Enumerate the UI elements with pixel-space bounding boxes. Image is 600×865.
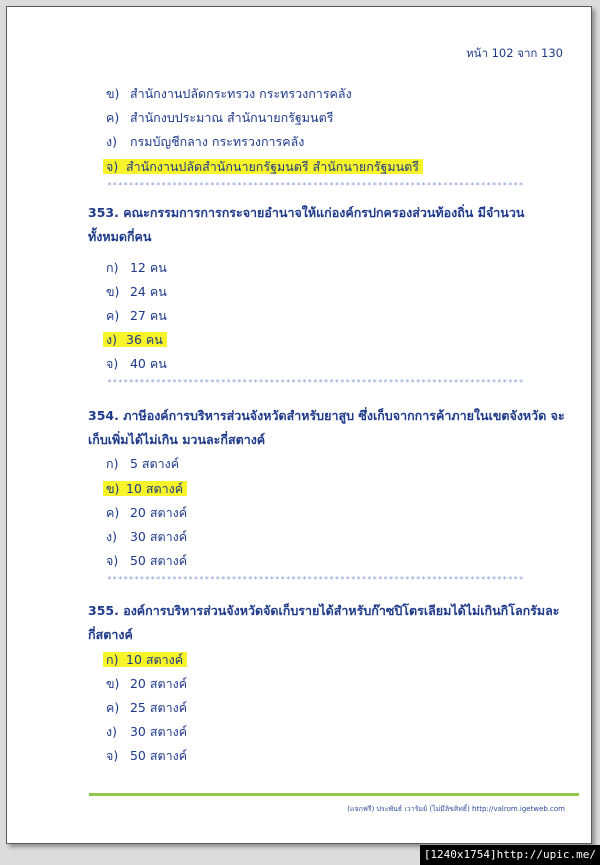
question-354-text <box>88 404 588 452</box>
option-item <box>106 354 167 374</box>
option-label: ข) <box>106 86 120 101</box>
option-item <box>106 746 187 766</box>
image-source-stamp: [1240x1754]http://upic.me/ <box>420 845 600 865</box>
option-label: ค) <box>106 700 120 715</box>
page-number: หน้า 102 จาก 130 <box>466 46 563 60</box>
option-label: ง) <box>106 724 117 739</box>
option-text: กรมบัญชีกลาง กระทรวงการคลัง <box>129 134 305 149</box>
option-text: 20 สตางค์ <box>129 676 188 691</box>
option-label: ค) <box>106 505 120 520</box>
document-page <box>6 6 592 844</box>
option-label: ค) <box>106 308 120 323</box>
option-label: จ) <box>106 159 119 174</box>
footer-rule <box>89 793 579 796</box>
option-text: 40 คน <box>129 356 167 371</box>
option-item <box>106 722 187 742</box>
option-text: 36 คน <box>126 332 163 347</box>
answer-highlight <box>103 159 423 174</box>
option-text: 10 สตางค์ <box>126 652 184 667</box>
question-line: 354. ภาษีองค์การบริหารส่วนจังหวัดสำหรับยาสูบ ซึ่งเก็บจากการค้าภายในเขตจังหวัด จะ <box>88 408 565 423</box>
option-label: ก) <box>106 456 119 471</box>
option-text: 30 สตางค์ <box>129 724 188 739</box>
option-label: จ) <box>106 748 119 763</box>
option-item-correct <box>106 157 423 177</box>
option-text: 30 สตางค์ <box>129 529 188 544</box>
option-text: 20 สตางค์ <box>129 505 188 520</box>
answer-highlight <box>103 481 187 496</box>
option-item <box>106 527 187 547</box>
option-item <box>106 306 167 326</box>
option-item <box>106 84 352 104</box>
question-line: 353. คณะกรรมการการกระจายอำนาจให้แก่องค์กรปกครองส่วนท้องถิ่น มีจำนวน <box>88 205 525 220</box>
question-line: กี่สตางค์ <box>88 627 133 642</box>
option-label: ง) <box>106 134 117 149</box>
option-text: 50 สตางค์ <box>129 748 188 763</box>
footer-credit: (แจกฟรี) ประพันธ์ เวารัมย์ (ไม่มีลิขสิทธิ์) http://valrom.igetweb.com <box>347 805 565 813</box>
option-label: ง) <box>106 332 117 347</box>
option-text: 27 คน <box>129 308 167 323</box>
option-label: ง) <box>106 529 117 544</box>
option-item <box>106 698 187 718</box>
option-label: ก) <box>106 260 119 275</box>
option-text: 50 สตางค์ <box>129 553 188 568</box>
option-item <box>106 503 187 523</box>
option-text: 10 สตางค์ <box>126 481 184 496</box>
option-item <box>106 132 304 152</box>
option-item <box>106 282 167 302</box>
question-353-text <box>88 201 588 249</box>
option-item <box>106 258 167 278</box>
option-label: จ) <box>106 356 119 371</box>
option-label: ข) <box>106 284 120 299</box>
option-item-correct <box>106 479 187 499</box>
option-item-correct <box>106 650 187 670</box>
separator-line: ***************************************************************************** <box>107 575 525 584</box>
option-text: 25 สตางค์ <box>129 700 188 715</box>
option-text: สำนักงบประมาณ สำนักนายกรัฐมนตรี <box>129 110 334 125</box>
question-line: ทั้งหมดกี่คน <box>88 229 152 244</box>
separator-line: ***************************************************************************** <box>107 378 525 387</box>
option-label: ค) <box>106 110 120 125</box>
option-item <box>106 454 179 474</box>
option-label: ก) <box>106 652 119 667</box>
option-item <box>106 674 187 694</box>
question-355-text <box>88 599 588 647</box>
option-text: สำนักงานปลัดสำนักนายกรัฐมนตรี สำนักนายกรัฐมนตรี <box>126 159 420 174</box>
separator-line: ***************************************************************************** <box>107 181 525 190</box>
question-line: 355. องค์การบริหารส่วนจังหวัดจัดเก็บรายได้สำหรับก๊าซปิโตรเลียมได้ไม่เกินกิโลกรัมละ <box>88 603 560 618</box>
question-line: เก็บเพิ่มได้ไม่เกิน มวนละกี่สตางค์ <box>88 432 266 447</box>
option-text: 12 คน <box>129 260 167 275</box>
option-item <box>106 551 187 571</box>
answer-highlight <box>103 332 167 347</box>
option-text: สำนักงานปลัดกระทรวง กระทรวงการคลัง <box>129 86 352 101</box>
option-text: 24 คน <box>129 284 167 299</box>
option-label: ข) <box>106 676 120 691</box>
option-item-correct <box>106 330 167 350</box>
option-text: 5 สตางค์ <box>129 456 180 471</box>
option-item <box>106 108 333 128</box>
option-label: ข) <box>106 481 120 496</box>
answer-highlight <box>103 652 187 667</box>
option-label: จ) <box>106 553 119 568</box>
